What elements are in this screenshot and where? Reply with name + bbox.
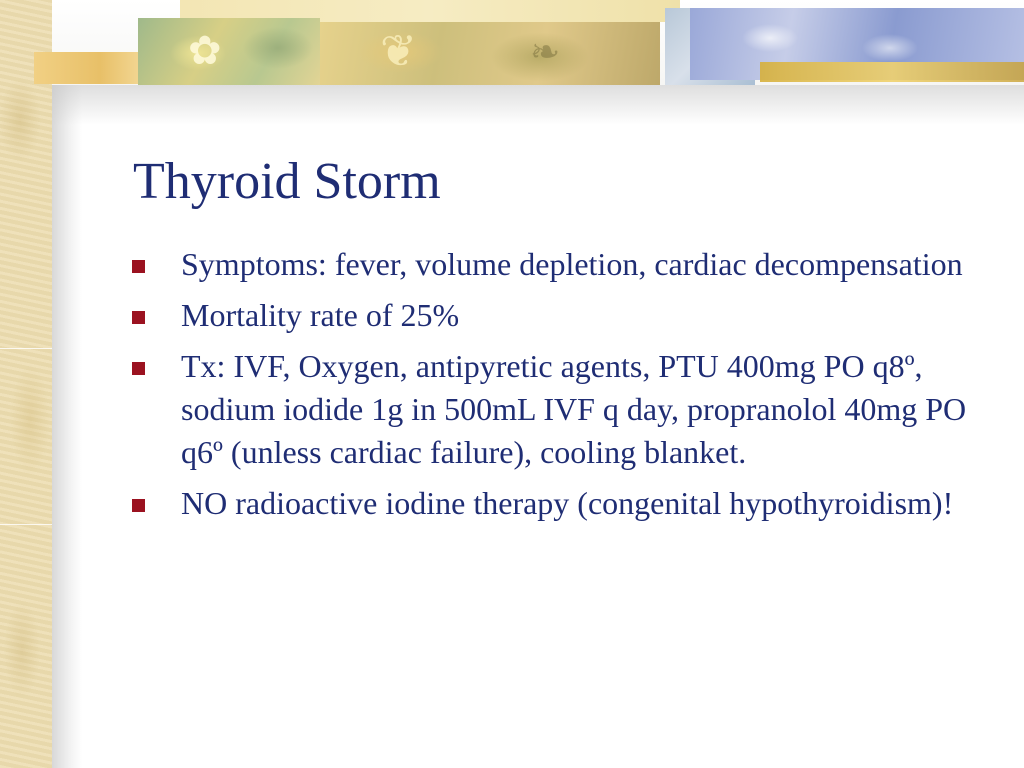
bullet-list (128, 243, 998, 533)
bullet-item (128, 294, 998, 337)
leaf-icon: ❧ (530, 32, 561, 73)
square-bullet-icon (132, 311, 145, 324)
square-bullet-icon (132, 362, 145, 375)
decorative-tile (34, 52, 144, 84)
bullet-text: Symptoms: fever, volume depletion, cardiac decompensation (181, 246, 963, 282)
side-shadow (52, 85, 82, 768)
top-band-shadow (52, 85, 1024, 125)
square-bullet-icon (132, 260, 145, 273)
decorative-leaf-tile (138, 18, 320, 85)
decorative-leaf-tile (320, 22, 660, 85)
leaf-icon: ✿ (188, 28, 222, 74)
bullet-item (128, 482, 998, 525)
leaf-icon: ❦ (380, 26, 417, 77)
slide-title: Thyroid Storm (133, 153, 441, 210)
strip-divider (0, 524, 52, 525)
decorative-side-strip (0, 0, 52, 768)
strip-divider (0, 348, 52, 349)
bullet-text: Mortality rate of 25% (181, 297, 460, 333)
bullet-item (128, 345, 998, 474)
square-bullet-icon (132, 499, 145, 512)
bullet-text: NO radioactive iodine therapy (congenital hypothyroidism)! (181, 485, 954, 521)
decorative-grain-strip (760, 62, 1024, 82)
bullet-item (128, 243, 998, 286)
bullet-text: Tx: IVF, Oxygen, antipyretic agents, PTU 400mg PO q8º, sodium iodide 1g in 500mL IVF q day, propranolol 40mg PO q6º (unless cardiac failure), cooling blanket. (181, 348, 967, 470)
